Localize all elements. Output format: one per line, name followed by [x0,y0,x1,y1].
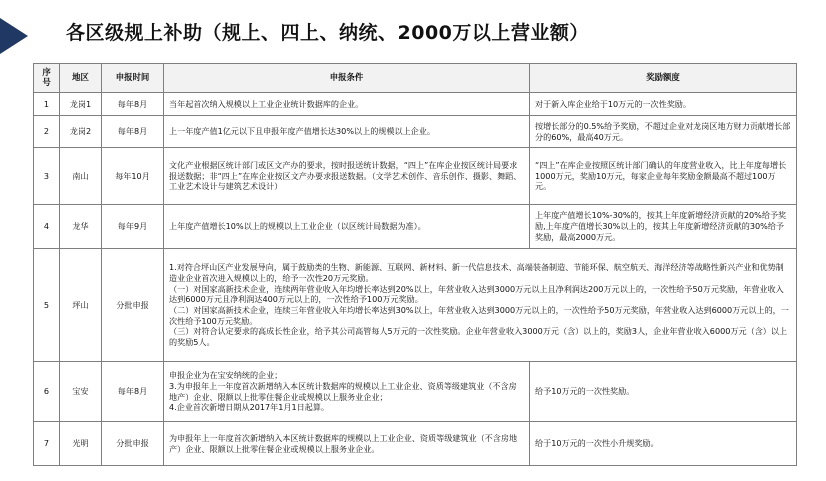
cell-district: 龙岗2 [60,116,102,148]
header-seq: 序 号 [34,64,60,93]
cell-reward: 上年度产值增长10%-30%的，按其上年度新增经济贡献的20%给予奖励,上年度产值增长30%以上的，按其上年度新增经济贡献的30%给予奖励，最高2000万元。 [530,205,797,249]
table-row [34,205,797,249]
cell-reward: 对于新入库企业给于10万元的一次性奖励。 [530,93,797,116]
cell-reward: 给予10万元的一次性奖励。 [530,362,797,422]
table-row [34,362,797,422]
header-time: 申报时间 [102,64,164,93]
cell-condition: 文化产业根据区统计部门或区文产办的要求，按时报送统计数据，“四上”在库企业按区统计局要求报送数据；非“四上”在库企业按区文产办要求报送数据。（文学艺术创作、音乐创作、摄影、舞蹈、工业艺术设计与建筑艺术设计） [164,148,530,205]
cell-reward: 给于10万元的一次性小升规奖励。 [530,422,797,466]
subsidy-table [33,63,797,466]
table-row [34,148,797,205]
header-reward: 奖励额度 [530,64,797,93]
cell-district: 龙岗1 [60,93,102,116]
cell-seq: 1 [34,93,60,116]
cell-seq: 6 [34,362,60,422]
cell-condition: 申报企业为在宝安纳统的企业； 3.为申报年上一年度首次新增纳入本区统计数据库的规模以上工业企业、资质等级建筑业（不含房地产）企业、限额以上批零住餐企业或规模以上服务业企业； 4.企业首次新增日期从2017年1月1日起算。 [164,362,530,422]
page-title: 各区级规上补助（规上、四上、纳统、2000万以上营业额） [66,22,589,44]
cell-condition: 为申报年上一年度首次新增纳入本区统计数据库的规模以上工业企业、资质等级建筑业（不含房地产）企业、限额以上批零住餐企业或规模以上服务业企业。 [164,422,530,466]
cell-time: 每年8月 [102,116,164,148]
cell-time: 分批申报 [102,422,164,466]
cell-condition: 上年度产值增长10%以上的规模以上工业企业（以区统计局数据为准）。 [164,205,530,249]
header-condition: 申报条件 [164,64,530,93]
cell-seq: 4 [34,205,60,249]
table-row [34,422,797,466]
cell-time: 每年10月 [102,148,164,205]
cell-reward: “四上”在库企业按照区统计部门确认的年度营业收入，比上年度每增长1000万元，奖励10万元，每家企业每年奖励金额最高不超过100万元。 [530,148,797,205]
cell-condition: 当年起首次纳入规模以上工业企业统计数据库的企业。 [164,93,530,116]
cell-district: 光明 [60,422,102,466]
cell-district: 南山 [60,148,102,205]
table-header-row [34,64,797,93]
cell-time: 每年8月 [102,362,164,422]
header-district: 地区 [60,64,102,93]
cell-condition: 1.对符合坪山区产业发展导向，属于鼓励类的生物、新能源、互联网、新材料、新一代信息技术、高端装备制造、节能环保、航空航天、海洋经济等战略性新兴产业和优势制造业企业首次进入规模以上的，给予一次性20万元奖励。 （一）对国家高新技术企业，连续两年营业收入年均增长率达到20%以上，年营业收入达到3000万元以上且净利润达200万元以上的，一次性给予50万元奖励，年营业收入达到6000万元且净利润达400万元以上的，一次性给予100万元奖励。 （二）对国家高新技术企业，连续三年营业收入年均增长率达到30%以上，年营业收入达到3000万元以上的，一次性给予50万元奖励，年营业收入达到6000万元以上的，一次性给予100万元奖励。 （三）对符合认定要求的高成长性企业，给予其公司高管每人5万元的一次性奖励。企业年营业收入3000万元（含）以上的，奖励3人，企业年营业收入6000万元（含）以上的奖励5人。 [164,249,797,362]
cell-reward: 按增长部分的0.5%给予奖励，不超过企业对龙岗区地方财力贡献增长部分的60%，最高40万元。 [530,116,797,148]
cell-district: 宝安 [60,362,102,422]
table-row [34,93,797,116]
cell-seq: 2 [34,116,60,148]
cell-time: 每年9月 [102,205,164,249]
cell-condition: 上一年度产值1亿元以下且申报年度产值增长达30%以上的规模以上企业。 [164,116,530,148]
cell-time: 每年8月 [102,93,164,116]
cell-seq: 5 [34,249,60,362]
cell-district: 龙华 [60,205,102,249]
cell-seq: 7 [34,422,60,466]
cell-time: 分批申报 [102,249,164,362]
cell-district: 坪山 [60,249,102,362]
cell-seq: 3 [34,148,60,205]
title-accent-arrow [0,18,28,54]
table-row [34,116,797,148]
table-row [34,249,797,362]
